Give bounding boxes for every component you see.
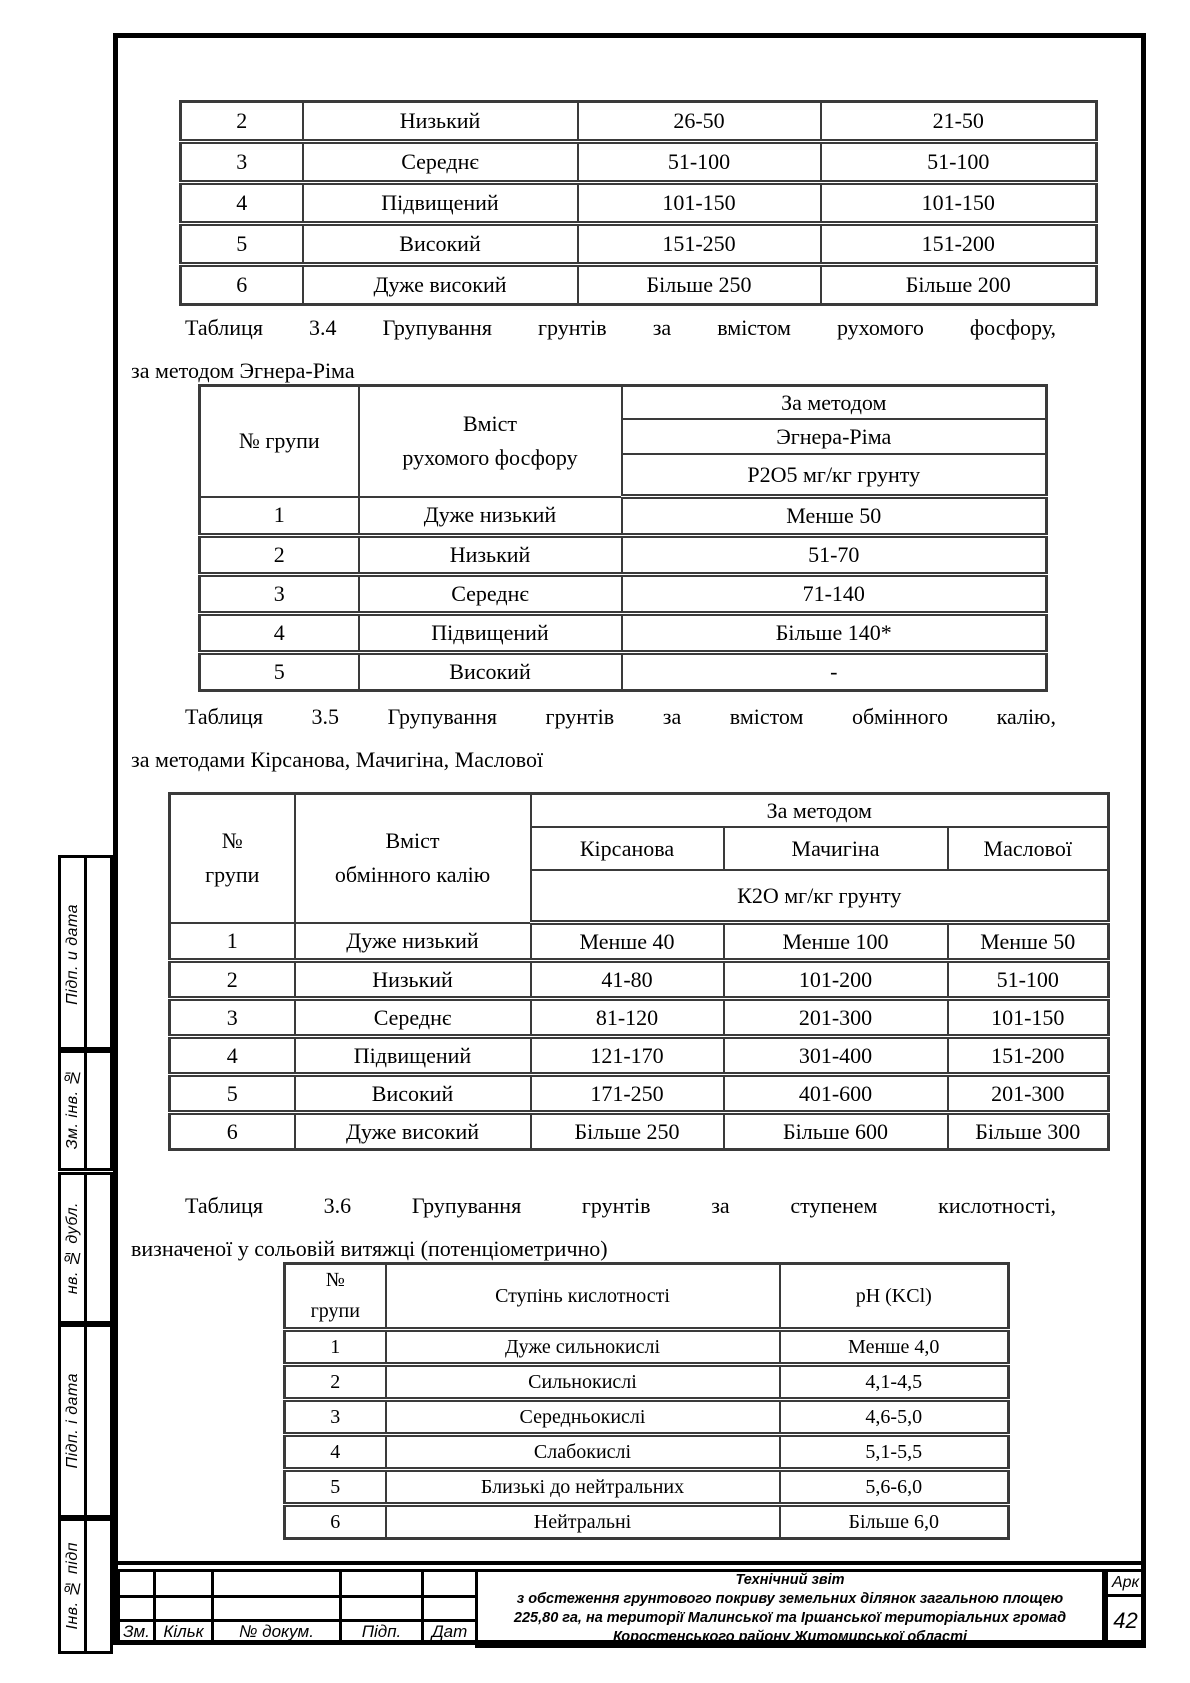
side-label: Підп. і дата bbox=[63, 1373, 81, 1469]
table-cell: 5 bbox=[200, 653, 359, 691]
table-cell: 101-150 bbox=[821, 183, 1097, 224]
header-content-line: Вміст bbox=[462, 411, 518, 437]
table-cell: 21-50 bbox=[821, 102, 1097, 142]
table-cell: 51-100 bbox=[578, 142, 821, 183]
table-cell: 6 bbox=[170, 1113, 295, 1150]
table-cell: Дуже низький bbox=[359, 497, 622, 536]
caption-line: Таблиця 3.5 Групування грунтів за вмістом обмінного калію, bbox=[185, 704, 1056, 729]
header-group-line: № bbox=[325, 1269, 345, 1291]
header-content bbox=[359, 386, 622, 497]
caption-table-3-4 bbox=[131, 308, 1056, 391]
table-row bbox=[200, 497, 1047, 536]
table-cell: 101-150 bbox=[578, 183, 821, 224]
side-box-nv-dubl bbox=[58, 1172, 113, 1324]
report-title-line: Технічний звіт bbox=[735, 1571, 845, 1588]
header-unit: Р2О5 мг/кг грунту bbox=[622, 454, 1047, 497]
table-cell: 4,1-4,5 bbox=[780, 1365, 1009, 1400]
table-cell: Більше 250 bbox=[531, 1113, 724, 1150]
table-row bbox=[181, 102, 1097, 142]
header-method-name: Маслової bbox=[948, 827, 1109, 870]
side-label: Підп. и дата bbox=[63, 903, 81, 1005]
side-box-podp-u-data bbox=[58, 855, 113, 1053]
table-row bbox=[285, 1470, 1009, 1505]
table-cell: 26-50 bbox=[578, 102, 821, 142]
side-box-label-cell bbox=[61, 858, 87, 1050]
header-method-name: Кірсанова bbox=[531, 827, 724, 870]
stamp-cell-empty bbox=[119, 1597, 155, 1621]
table-row bbox=[170, 923, 1109, 961]
header-ph: рН (KCl) bbox=[780, 1264, 1009, 1330]
side-box-empty-cell bbox=[87, 858, 110, 1050]
table-cell: 1 bbox=[285, 1330, 386, 1365]
table-cell: Високий bbox=[295, 1075, 531, 1113]
header-method-name: Мачигіна bbox=[724, 827, 948, 870]
table-row bbox=[170, 961, 1109, 999]
header-group-number: № групи bbox=[200, 386, 359, 497]
report-title bbox=[475, 1569, 1105, 1648]
stamp-cell-empty bbox=[341, 1571, 423, 1597]
table-cell: Дуже високий bbox=[303, 265, 578, 305]
side-box-label-cell bbox=[61, 1521, 87, 1651]
table-3-4-phosphorus bbox=[198, 384, 1048, 692]
table-row bbox=[200, 575, 1047, 614]
table-header bbox=[170, 794, 1109, 923]
caption-table-3-6 bbox=[131, 1186, 1056, 1269]
table-cell: 2 bbox=[200, 536, 359, 575]
side-box-empty-cell bbox=[87, 1175, 110, 1321]
stamp-cell-empty bbox=[423, 1597, 477, 1621]
stamp-cell-empty bbox=[213, 1571, 341, 1597]
table-cell: Низький bbox=[303, 102, 578, 142]
header-group-line: № bbox=[221, 828, 243, 854]
table-cell: Більше 6,0 bbox=[780, 1505, 1009, 1539]
side-box-zm-inv bbox=[58, 1047, 113, 1171]
table-cell: 151-250 bbox=[578, 224, 821, 265]
side-label: Зм. інв. № bbox=[63, 1068, 81, 1150]
table-cell: 3 bbox=[285, 1400, 386, 1435]
table-cell: 4 bbox=[200, 614, 359, 653]
caption-line: визначеної у сольовій витяжці (потенціометрично) bbox=[131, 1236, 608, 1261]
table-cell: Середнє bbox=[303, 142, 578, 183]
header-method-group: За методом bbox=[622, 386, 1047, 420]
side-box-inv-podp bbox=[58, 1518, 113, 1654]
side-box-podp-i-data bbox=[58, 1324, 113, 1518]
table-cell: 81-120 bbox=[531, 999, 724, 1037]
table-row bbox=[170, 1075, 1109, 1113]
header-group-number bbox=[170, 794, 295, 923]
table-cell: Середньокислі bbox=[386, 1400, 780, 1435]
table-cell: 151-200 bbox=[948, 1037, 1109, 1075]
header-content-line: Вміст bbox=[385, 828, 440, 854]
table-row bbox=[285, 1330, 1009, 1365]
table-cell: Близькі до нейтральних bbox=[386, 1470, 780, 1505]
table-cell: 201-300 bbox=[948, 1075, 1109, 1113]
table-row bbox=[170, 999, 1109, 1037]
table-body bbox=[285, 1330, 1009, 1539]
table-row bbox=[200, 536, 1047, 575]
table-row bbox=[285, 1400, 1009, 1435]
table-cell: 4 bbox=[170, 1037, 295, 1075]
table-row bbox=[181, 142, 1097, 183]
table-body bbox=[181, 102, 1097, 305]
table-cell: 101-150 bbox=[948, 999, 1109, 1037]
table-cell: 5 bbox=[285, 1470, 386, 1505]
header-unit: К2О мг/кг грунту bbox=[531, 870, 1109, 923]
table-cell: Слабокислі bbox=[386, 1435, 780, 1470]
table-cell: Нейтральні bbox=[386, 1505, 780, 1539]
table-cell: Більше 600 bbox=[724, 1113, 948, 1150]
table-cell: 5,1-5,5 bbox=[780, 1435, 1009, 1470]
header-group-line: групи bbox=[310, 1300, 360, 1322]
table-cell: Менше 100 bbox=[724, 923, 948, 961]
header-content-line: обмінного калію bbox=[334, 862, 491, 888]
table-cell: 6 bbox=[181, 265, 303, 305]
table-cell: 121-170 bbox=[531, 1037, 724, 1075]
table-cell: Менше 50 bbox=[622, 497, 1047, 536]
table-cell: Підвищений bbox=[295, 1037, 531, 1075]
header-group-line: групи bbox=[205, 862, 260, 888]
table-cell: 51-100 bbox=[948, 961, 1109, 999]
table-cell: Більше 200 bbox=[821, 265, 1097, 305]
stamp-cell-empty bbox=[119, 1571, 155, 1597]
table-cell: 301-400 bbox=[724, 1037, 948, 1075]
table-cell: Високий bbox=[303, 224, 578, 265]
table-cell: 51-100 bbox=[821, 142, 1097, 183]
table-cell: 3 bbox=[200, 575, 359, 614]
table-cell: 151-200 bbox=[821, 224, 1097, 265]
header-acidity: Ступінь кислотності bbox=[386, 1264, 780, 1330]
table-row bbox=[200, 614, 1047, 653]
table-cell: 4,6-5,0 bbox=[780, 1400, 1009, 1435]
header-method-group: За методом bbox=[531, 794, 1109, 828]
table-cell: Низький bbox=[359, 536, 622, 575]
table-cell: 101-200 bbox=[724, 961, 948, 999]
stamp-label-kilk: Кільк bbox=[155, 1621, 213, 1644]
table-cell: 2 bbox=[285, 1365, 386, 1400]
table-cell: 41-80 bbox=[531, 961, 724, 999]
table-row bbox=[170, 1113, 1109, 1150]
side-box-label-cell bbox=[61, 1175, 87, 1321]
table-body bbox=[170, 923, 1109, 1150]
table-cell: 3 bbox=[170, 999, 295, 1037]
table-cell: Підвищений bbox=[359, 614, 622, 653]
table-cell: Сильнокислі bbox=[386, 1365, 780, 1400]
sheet-label: Арк bbox=[1105, 1569, 1146, 1597]
table-row bbox=[285, 1365, 1009, 1400]
table-cell: Дуже сильнокислі bbox=[386, 1330, 780, 1365]
table-cell: 51-70 bbox=[622, 536, 1047, 575]
side-box-label-cell bbox=[61, 1327, 87, 1515]
table-cell: - bbox=[622, 653, 1047, 691]
sheet-number: 42 bbox=[1105, 1594, 1146, 1648]
table-cell: 5,6-6,0 bbox=[780, 1470, 1009, 1505]
table-cell: 2 bbox=[181, 102, 303, 142]
table-cell: 5 bbox=[181, 224, 303, 265]
table-cell: Дуже низький bbox=[295, 923, 531, 961]
header-group-number bbox=[285, 1264, 386, 1330]
caption-line: за методом Эгнера-Ріма bbox=[131, 358, 355, 383]
table-cell: Середнє bbox=[359, 575, 622, 614]
table-cell: Дуже високий bbox=[295, 1113, 531, 1150]
header-content-line: рухомого фосфору bbox=[402, 445, 578, 471]
title-block-grid bbox=[117, 1569, 478, 1645]
header-method-name: Эгнера-Ріма bbox=[622, 419, 1047, 454]
report-title-line: 225,80 га, на території Малинської та Іршанської територіальних громад bbox=[513, 1609, 1067, 1626]
table-cell: Більше 140* bbox=[622, 614, 1047, 653]
stamp-label-pidp: Підп. bbox=[341, 1621, 423, 1644]
table-cell: 1 bbox=[170, 923, 295, 961]
table-cell: Більше 300 bbox=[948, 1113, 1109, 1150]
header-content bbox=[295, 794, 531, 923]
caption-table-3-5 bbox=[131, 697, 1056, 780]
table-cell: 171-250 bbox=[531, 1075, 724, 1113]
table-cell: 2 bbox=[170, 961, 295, 999]
caption-line: Таблиця 3.6 Групування грунтів за ступенем кислотності, bbox=[185, 1193, 1056, 1218]
table-continued-grouping bbox=[179, 100, 1098, 306]
report-title-line: з обстеження грунтового покриву земельних ділянок загальною площею bbox=[516, 1590, 1064, 1607]
table-cell: 401-600 bbox=[724, 1075, 948, 1113]
table-3-6-acidity bbox=[283, 1262, 1010, 1540]
side-label: нв. № дубл. bbox=[63, 1201, 81, 1295]
title-block bbox=[113, 1561, 1146, 1648]
caption-line: Таблиця 3.4 Групування грунтів за вмістом рухомого фосфору, bbox=[185, 315, 1056, 340]
table-cell: Менше 4,0 bbox=[780, 1330, 1009, 1365]
table-row bbox=[181, 183, 1097, 224]
stamp-cell-empty bbox=[155, 1571, 213, 1597]
table-cell: Більше 250 bbox=[578, 265, 821, 305]
table-header bbox=[285, 1264, 1009, 1330]
table-cell: Менше 40 bbox=[531, 923, 724, 961]
stamp-cell-empty bbox=[155, 1597, 213, 1621]
table-row bbox=[181, 265, 1097, 305]
side-box-empty-cell bbox=[87, 1050, 110, 1168]
stamp-cell-empty bbox=[341, 1597, 423, 1621]
table-cell: 4 bbox=[181, 183, 303, 224]
table-cell: 3 bbox=[181, 142, 303, 183]
stamp-cell-empty bbox=[213, 1597, 341, 1621]
table-cell: Низький bbox=[295, 961, 531, 999]
table-cell: Підвищений bbox=[303, 183, 578, 224]
table-body bbox=[200, 497, 1047, 691]
report-title-line: Коростенського району Житомирської області bbox=[612, 1628, 968, 1645]
table-cell: 6 bbox=[285, 1505, 386, 1539]
table-row bbox=[181, 224, 1097, 265]
stamp-label-dokum: № докум. bbox=[213, 1621, 341, 1644]
table-cell: 71-140 bbox=[622, 575, 1047, 614]
stamp-label-zm: Зм. bbox=[119, 1621, 155, 1644]
table-header bbox=[200, 386, 1047, 497]
table-row bbox=[285, 1505, 1009, 1539]
table-cell: 1 bbox=[200, 497, 359, 536]
table-row bbox=[285, 1435, 1009, 1470]
table-row bbox=[200, 653, 1047, 691]
table-cell: Високий bbox=[359, 653, 622, 691]
table-cell: Менше 50 bbox=[948, 923, 1109, 961]
table-row bbox=[170, 1037, 1109, 1075]
side-box-empty-cell bbox=[87, 1521, 110, 1651]
stamp-cell-empty bbox=[423, 1571, 477, 1597]
caption-line: за методами Кірсанова, Мачигіна, Маслової bbox=[131, 747, 544, 772]
table-cell: 4 bbox=[285, 1435, 386, 1470]
side-label: Інв. № підп bbox=[63, 1542, 81, 1630]
table-3-5-potassium bbox=[168, 792, 1110, 1151]
stamp-label-dat: Дат bbox=[423, 1621, 477, 1644]
side-box-empty-cell bbox=[87, 1327, 110, 1515]
table-cell: 5 bbox=[170, 1075, 295, 1113]
side-box-label-cell bbox=[61, 1050, 87, 1168]
table-cell: Середнє bbox=[295, 999, 531, 1037]
table-cell: 201-300 bbox=[724, 999, 948, 1037]
